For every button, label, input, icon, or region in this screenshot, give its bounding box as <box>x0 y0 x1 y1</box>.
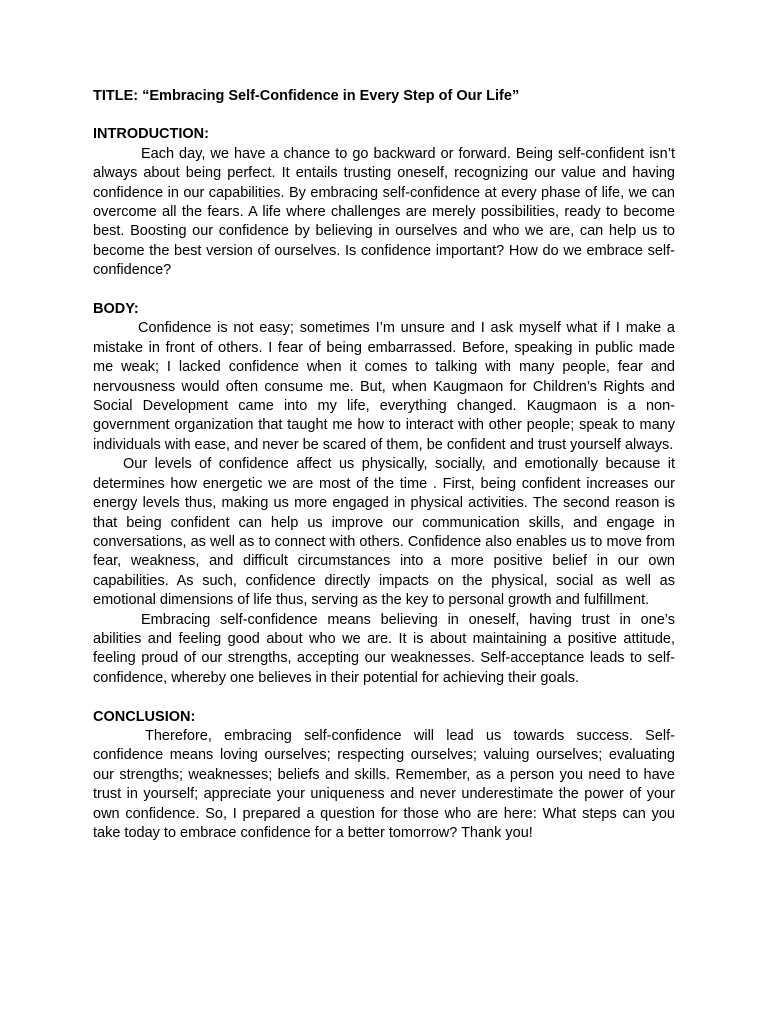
body-heading: BODY: <box>93 301 139 318</box>
introduction-heading: INTRODUCTION: <box>93 126 209 143</box>
body-paragraph-1: Confidence is not easy; sometimes I’m unsure and I ask myself what if I make a mistake in front of others. I fear of being embarrassed. Before, speaking in public made me weak; I lacked confidence when it comes to talking with many people, fear and nervousness would often consume me. But, when Kaugmaon for Children’s Rights and Social Development came into my life, everything changed. Kaugmaon is a non-government organization that taught me how to interact with other people; speak to many individuals with ease, and never be scared of them, be confident and trust yourself always. <box>93 320 675 453</box>
conclusion-section <box>93 708 675 844</box>
body-section <box>93 300 675 688</box>
body-paragraph-3: Embracing self-confidence means believing in oneself, having trust in one’s abilities and feeling good about who we are. It is about maintaining a positive attitude, feeling proud of our strengths, accepting our weaknesses. Self-acceptance leads to self-confidence, whereby one believes in their potential for achieving their goals. <box>93 611 675 686</box>
introduction-paragraph: Each day, we have a chance to go backward or forward. Being self-confident isn’t always about being perfect. It entails trusting oneself, recognizing our value and having confidence in our capabilities. By embracing self-confidence at every phase of life, we can overcome all the fears. A life where challenges are merely possibilities, ready to become best. Boosting our confidence by believing in ourselves and who we are, can help us to become the best version of ourselves. Is confidence important? How do we embrace self-confidence? <box>93 145 675 279</box>
document-title: TITLE: “Embracing Self-Confidence in Every Step of Our Life” <box>93 88 520 104</box>
conclusion-paragraph: Therefore, embracing self-confidence will lead us towards success. Self-confidence means loving ourselves; respecting ourselves; valuing ourselves; evaluating our strengths; weaknesses; beliefs and skills. Remember, as a person you need to have trust in yourself; appreciate your uniqueness and never underestimate the power of your own confidence. So, I prepared a question for those who are here: What steps can you take today to embrace confidence for a better tomorrow? Thank you! <box>93 727 675 841</box>
conclusion-heading: CONCLUSION: <box>93 708 196 725</box>
introduction-section <box>93 125 675 280</box>
body-paragraph-2: Our levels of confidence affect us physically, socially, and emotionally because it determines how energetic we are most of the time . First, being confident increases our energy levels thus, making us more engaged in physical activities. The second reason is that being confident can help us improve our communication skills, and engage in conversations, as well as to connect with others. Confidence also enables us to move from fear, weakness, and difficult circumstances into a more positive belief in our own capabilities. As such, confidence directly impacts on the physical, social as well as emotional dimensions of life thus, serving as the key to personal growth and fulfillment. <box>93 456 675 609</box>
